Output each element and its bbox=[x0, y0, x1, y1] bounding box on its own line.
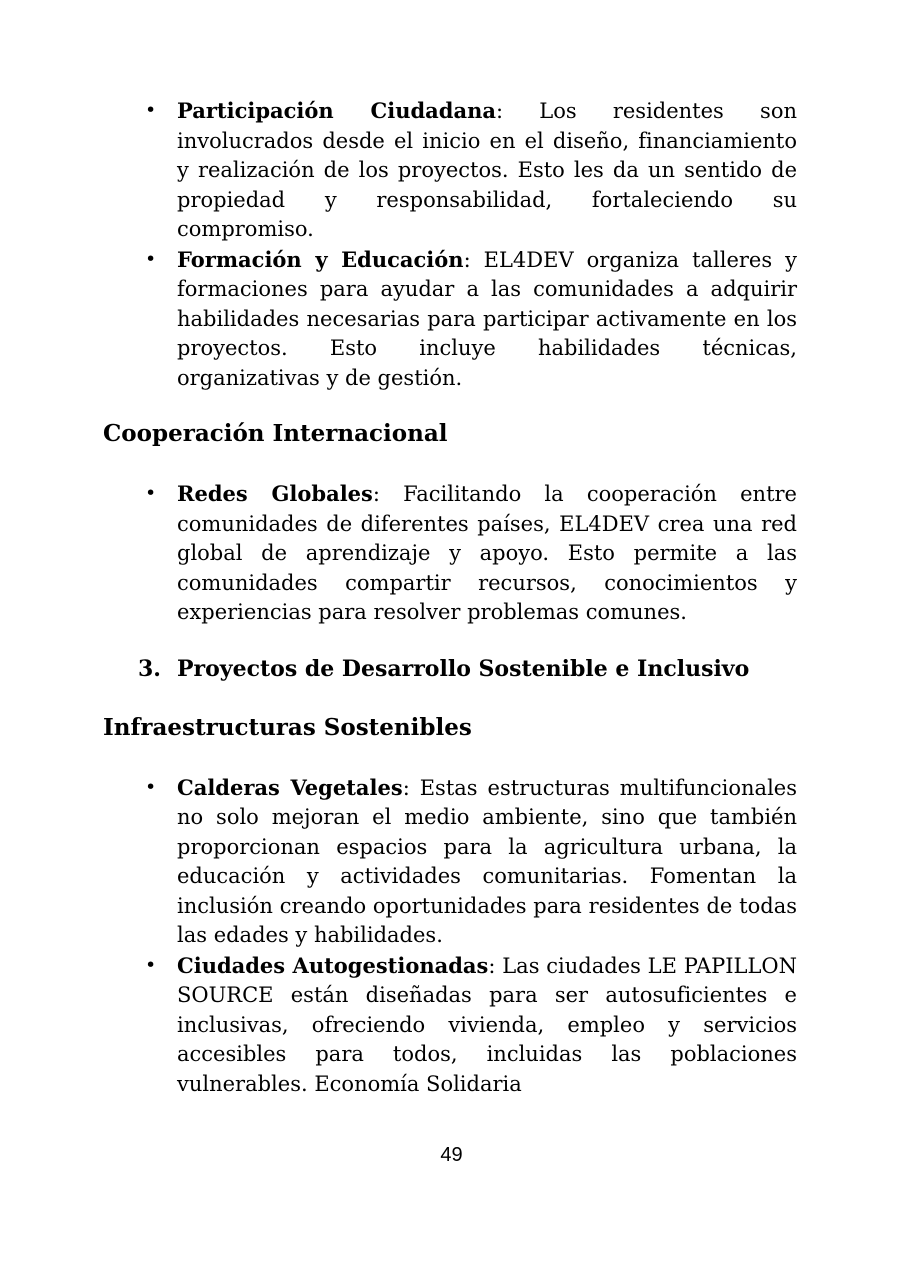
bullet-term: Redes Globales bbox=[177, 481, 373, 506]
list-item bbox=[145, 96, 797, 245]
list-item bbox=[145, 951, 797, 1100]
page-content bbox=[103, 96, 797, 1099]
bullet-list-cooperation bbox=[103, 479, 797, 628]
bullet-term: Calderas Vegetales bbox=[177, 774, 403, 800]
bullet-icon: • bbox=[145, 953, 157, 976]
list-item bbox=[145, 479, 797, 628]
bullet-list-infrastructure bbox=[103, 773, 797, 1100]
heading-cooperacion-internacional: Cooperación Internacional bbox=[103, 420, 448, 447]
list-item bbox=[145, 773, 797, 951]
heading-number: 3. bbox=[138, 655, 161, 682]
bullet-text: : Las ciudades LE PAPILLON SOURCE están diseñadas para ser autosuficientes e inclusivas, ofreciendo vivienda, empleo y servicios accesibles para todos, incluidas las poblaciones vulnerables. Economía Solidaria bbox=[177, 953, 797, 1096]
bullet-icon: • bbox=[145, 775, 157, 798]
bullet-list-participation bbox=[103, 96, 797, 393]
bullet-text: : EL4DEV organiza talleres y formaciones para ayudar a las comunidades a adquirir habilidades necesarias para participar activamente en los proyectos. Esto incluye habilidades técnicas, organizativas y de gestión. bbox=[177, 247, 797, 390]
bullet-term: Participación Ciudadana bbox=[177, 98, 496, 123]
bullet-text: : Estas estructuras multifuncionales no solo mejoran el medio ambiente, sino que también proporcionan espacios para la agricultura urbana, la educación y actividades comunitarias. Fomentan la inclusión creando oportunidades para residentes de todas las edades y habilidades. bbox=[177, 775, 797, 947]
bullet-text: : Facilitando la cooperación entre comunidades de diferentes países, EL4DEV crea una red global de aprendizaje y apoyo. Esto permite a las comunidades compartir recursos, conocimientos y experiencias para resolver problemas comunes. bbox=[177, 482, 797, 624]
bullet-term: Ciudades Autogestionadas bbox=[177, 952, 489, 978]
bullet-icon: • bbox=[145, 482, 157, 504]
heading-infraestructuras-sostenibles: Infraestructuras Sostenibles bbox=[103, 713, 472, 741]
bullet-icon: • bbox=[145, 99, 157, 121]
bullet-icon: • bbox=[145, 247, 157, 270]
heading-proyectos-desarrollo bbox=[138, 655, 797, 683]
bullet-term: Formación y Educación bbox=[177, 246, 464, 272]
list-item bbox=[145, 245, 797, 394]
page-number: 49 bbox=[440, 1144, 463, 1166]
bullet-text: : Los residentes son involucrados desde el inicio en el diseño, financiamiento y realización de los proyectos. Esto les da un sentido de propiedad y responsabilidad, fortaleciendo su compromiso. bbox=[177, 99, 797, 241]
heading-text: Proyectos de Desarrollo Sostenible e Inclusivo bbox=[177, 655, 750, 682]
